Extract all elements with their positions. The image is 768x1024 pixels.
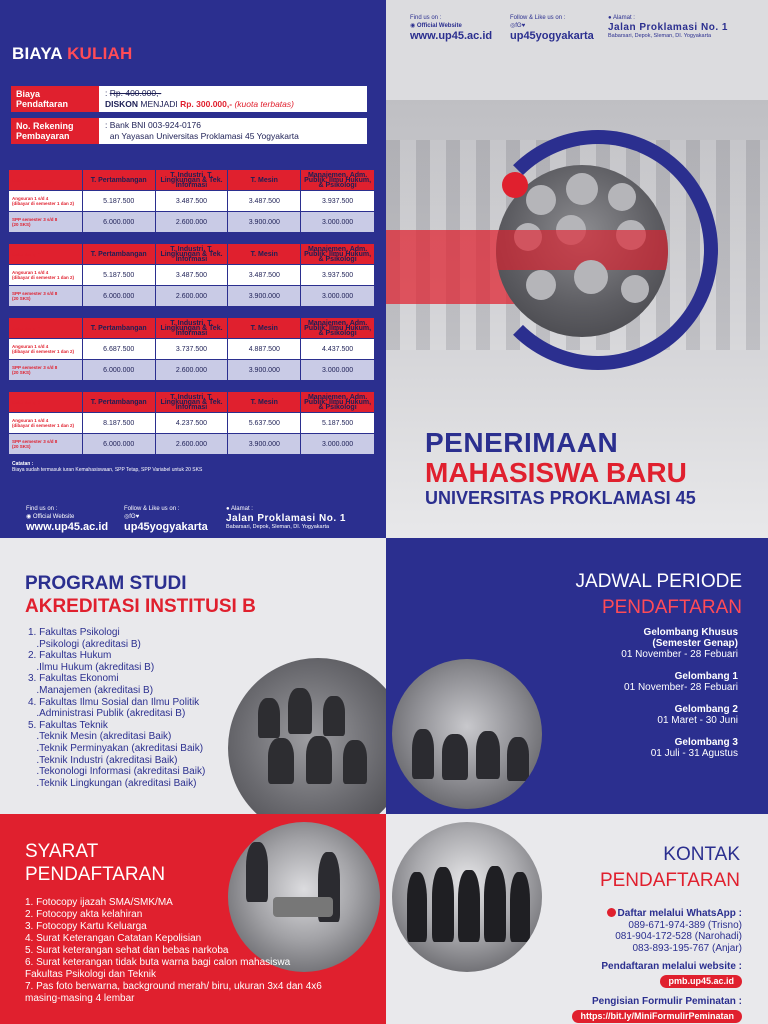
program-item: 5. Fakultas Teknik xyxy=(28,719,108,731)
fee-column-header: T. Industri, T. Lingkungan & Tek. Informasi xyxy=(156,318,229,338)
fee-value: 3.487.500 xyxy=(156,191,229,211)
form-link-pill[interactable]: https://bit.ly/MiniFormulirPeminatan xyxy=(572,1010,742,1024)
syarat-item: 5. Surat keterangan sehat dan bebas narkoba xyxy=(25,945,229,956)
classroom-photo xyxy=(228,658,386,814)
period-date: 01 Maret - 30 Juni xyxy=(657,715,738,726)
fee-value: 3.937.500 xyxy=(322,271,354,279)
website-block-left: Find us on : ◉ Official Website www.up45.ac.id xyxy=(26,506,109,533)
program-item: .Tekonologi Informasi (akreditasi Baik) xyxy=(28,766,206,778)
fee-row xyxy=(9,191,374,211)
syarat-item: 6. Surat keterangan tidak buta warna bagi calon mahasiswa Fakultas Psikologi dan Teknik xyxy=(25,957,291,980)
fee-group-name: Gelombang 2 xyxy=(9,318,83,338)
period-name: Gelombang Khusus xyxy=(643,627,738,638)
person-icon: ● xyxy=(608,15,612,21)
fee-row xyxy=(9,212,374,232)
biaya-kuliah-panel xyxy=(0,0,386,538)
fee-value: 3.487.500 xyxy=(228,191,301,211)
fee-value: 5.187.500 xyxy=(83,191,156,211)
website-link-top[interactable]: www.up45.ac.id xyxy=(410,30,493,42)
fee-row-label: SPP semester 3 s/d 8 (20 SKS) xyxy=(9,286,83,306)
social-icons[interactable]: ◎fʘ♥ xyxy=(124,514,140,520)
person-icon: ● xyxy=(226,506,230,512)
phone-number[interactable]: 081-904-172-528 (Narohadi) xyxy=(615,931,742,942)
fee-column-header: T. Pertambangan xyxy=(83,318,156,338)
syarat-title: SYARAT xyxy=(25,841,99,862)
social-icons-top[interactable]: ◎fʘ♥ xyxy=(510,23,526,29)
fee-row-label: SPP semester 3 s/d 8 (20 SKS) xyxy=(9,434,83,454)
syarat-list xyxy=(25,897,325,1005)
fee-column-header: T. Mesin xyxy=(228,318,301,338)
biaya-pendaftaran-row xyxy=(11,86,367,112)
phone-list xyxy=(572,920,742,955)
fee-group xyxy=(9,170,374,232)
fee-row xyxy=(9,413,374,433)
fee-header-row xyxy=(9,392,374,412)
program-item: 1. Fakultas Psikologi xyxy=(28,627,120,638)
fee-column-header: T. Mesin xyxy=(228,392,301,412)
fee-value: 5.187.500 xyxy=(83,265,156,285)
fee-value: 8.187.500 xyxy=(83,413,156,433)
fee-column-header: T. Pertambangan xyxy=(83,170,156,190)
fee-row xyxy=(9,286,374,306)
fee-row-label: SPP semester 3 s/d 8 (20 SKS) xyxy=(9,212,83,232)
fee-column-header: T. Mesin xyxy=(228,170,301,190)
period-name: Gelombang 2 xyxy=(674,704,738,715)
fee-column-header: Manajemen, Adm. Publik, Ilmu Hukum, & Psikologi xyxy=(304,171,372,189)
headline-line3: UNIVERSITAS PROKLAMASI 45 xyxy=(425,488,696,508)
syarat-subtitle: PENDAFTARAN xyxy=(25,864,166,885)
fee-value: 3.000.000 xyxy=(322,292,354,300)
program-item: .Manajemen (akreditasi B) xyxy=(28,684,154,696)
fee-group xyxy=(9,392,374,454)
fee-value: 6.687.500 xyxy=(83,339,156,359)
syarat-item: 7. Pas foto berwarna, background merah/ biru, ukuran 3x4 dan 4x6 masing-masing 4 lembar xyxy=(25,981,322,1004)
program-studi-panel xyxy=(0,538,386,814)
alamat-block-left: ● Alamat : Jalan Proklamasi No. 1 Babarsari, Depok, Sleman, DI. Yogyakarta xyxy=(226,506,346,530)
fee-value: 2.600.000 xyxy=(156,286,229,306)
fee-column-header: T. Industri, T. Lingkungan & Tek. Informasi xyxy=(156,244,229,264)
program-item: .Teknik Perminyakan (akreditasi Baik) xyxy=(28,742,204,754)
fee-row xyxy=(9,339,374,359)
fee-column-header: T. Pertambangan xyxy=(83,244,156,264)
period-date: 01 Juli - 31 Agustus xyxy=(650,748,738,759)
period-date: 01 November - 28 Febuari xyxy=(621,649,738,660)
fee-value: 3.000.000 xyxy=(322,440,354,448)
headline-line1: PENERIMAAN xyxy=(425,427,619,458)
period-name: Gelombang 3 xyxy=(674,737,738,748)
fee-value: 4.887.500 xyxy=(228,339,301,359)
fee-header-row xyxy=(9,244,374,264)
program-item: 3. Fakultas Ekonomi xyxy=(28,673,119,685)
fee-value: 2.600.000 xyxy=(156,212,229,232)
alamat-block-top: ● Alamat : Jalan Proklamasi No. 1 Babarsari, Depok, Sleman, DI. Yogyakarta xyxy=(608,15,728,39)
catatan: Catatan : Biaya sudah termasuk iuran Kemahasiswaan, SPP Tetap, SPP Variabel untuk 20 SKS xyxy=(12,461,203,473)
graduation-photo xyxy=(392,822,542,972)
fee-group-name: Gelombang Khusus xyxy=(9,170,83,190)
jadwal-subtitle: PENDAFTARAN xyxy=(601,597,742,618)
fee-value: 4.237.500 xyxy=(156,413,229,433)
jadwal-list xyxy=(621,627,738,770)
whatsapp-icon xyxy=(607,908,616,917)
fee-value: 2.600.000 xyxy=(156,434,229,454)
rekening-value: : Bank BNI 003-924-0176 an Yayasan Universitas Proklamasi 45 Yogyakarta xyxy=(105,120,299,141)
fee-header-row xyxy=(9,170,374,190)
fee-row-label: Angsuran 1 s/d 4 (dibayar di semester 1 dan 2) xyxy=(9,339,83,359)
campus-students-photo xyxy=(392,659,542,809)
fee-row-label: Angsuran 1 s/d 4 (dibayar di semester 1 dan 2) xyxy=(9,265,83,285)
jadwal-title: JADWAL PERIODE xyxy=(575,571,742,592)
fee-value: 6.000.000 xyxy=(83,212,156,232)
syarat-item: 1. Fotocopy ijazah SMA/SMK/MA xyxy=(25,897,173,908)
fee-row xyxy=(9,434,374,454)
period-sub: (Semester Genap) xyxy=(652,638,738,649)
fee-row xyxy=(9,265,374,285)
website-link[interactable]: www.up45.ac.id xyxy=(26,521,109,533)
period-name: Gelombang 1 xyxy=(674,671,738,682)
social-handle[interactable]: up45yogyakarta xyxy=(124,521,208,533)
website-pill[interactable]: pmb.up45.ac.id xyxy=(660,975,742,989)
hero-headline xyxy=(425,428,696,508)
fee-value: 3.900.000 xyxy=(228,360,301,380)
program-title: PROGRAM STUDI xyxy=(25,573,187,594)
fee-value: 5.187.500 xyxy=(322,419,354,427)
fee-value: 6.000.000 xyxy=(83,286,156,306)
social-block-left: Follow & Like us on : ◎fʘ♥ up45yogyakarta xyxy=(124,506,208,533)
fee-value: 3.487.500 xyxy=(228,265,301,285)
program-item: 4. Fakultas Ilmu Sosial dan Ilmu Politik xyxy=(28,696,200,708)
period-date: 01 November- 28 Febuari xyxy=(624,682,738,693)
program-item: .Ilmu Hukum (akreditasi B) xyxy=(28,661,155,673)
kontak-subtitle: PENDAFTARAN xyxy=(599,870,740,891)
biaya-pendaftaran-label: Biaya Pendaftaran xyxy=(11,86,99,112)
syarat-panel xyxy=(0,814,386,1024)
kontak-panel xyxy=(386,814,768,1024)
fee-value: 6.000.000 xyxy=(83,360,156,380)
phone-number[interactable]: 089-671-974-389 (Trisno) xyxy=(628,919,742,931)
fee-value: 3.937.500 xyxy=(322,197,354,205)
fee-column-header: Manajemen, Adm. Publik, Ilmu Hukum, & Psikologi xyxy=(304,393,372,411)
fee-value: 3.900.000 xyxy=(228,212,301,232)
phone-number[interactable]: 083-893-195-767 (Anjar) xyxy=(632,942,742,954)
fee-value: 6.000.000 xyxy=(83,434,156,454)
fee-value: 3.737.500 xyxy=(156,339,229,359)
fee-value: 3.900.000 xyxy=(228,434,301,454)
syarat-item: 2. Fotocopy akta kelahiran xyxy=(25,909,143,920)
fee-value: 3.900.000 xyxy=(228,286,301,306)
fee-column-header: T. Mesin xyxy=(228,244,301,264)
fee-column-header: Manajemen, Adm. Publik, Ilmu Hukum, & Psikologi xyxy=(304,245,372,263)
fee-value: 4.437.500 xyxy=(322,345,354,353)
syarat-item: 4. Surat Keterangan Catatan Kepolisian xyxy=(25,933,202,944)
fee-group-name: Gelombang 3 xyxy=(9,392,83,412)
fee-row-label: Angsuran 1 s/d 4 (dibayar di semester 1 dan 2) xyxy=(9,413,83,433)
social-block-top: Follow & Like us on : ◎fʘ♥ up45yogyakarta xyxy=(510,15,594,42)
fee-group xyxy=(9,244,374,306)
fee-header-row xyxy=(9,318,374,338)
fee-value: 5.637.500 xyxy=(228,413,301,433)
program-item: .Teknik Mesin (akreditasi Baik) xyxy=(28,731,172,743)
red-dot xyxy=(502,172,528,198)
biaya-title: BIAYA KULIAH xyxy=(12,44,133,63)
jadwal-panel xyxy=(386,538,768,814)
fee-group-name: Gelombang 1 xyxy=(9,244,83,264)
fee-value: 3.000.000 xyxy=(322,218,354,226)
fee-column-header: T. Industri, T. Lingkungan & Tek. Informasi xyxy=(156,392,229,412)
program-item: .Psikologi (akreditasi B) xyxy=(28,638,141,650)
fee-value: 2.600.000 xyxy=(156,360,229,380)
fee-value: 3.000.000 xyxy=(322,366,354,374)
fee-column-header: Manajemen, Adm. Publik, Ilmu Hukum, & Psikologi xyxy=(304,319,372,337)
syarat-item: 3. Fotocopy Kartu Keluarga xyxy=(25,921,147,932)
fee-group xyxy=(9,318,374,380)
kontak-details: Daftar melalui WhatsApp : 089-671-974-389 (Trisno) 081-904-172-528 (Narohadi) 083-893-195-767 (Anjar) Pendaftaran melalui website : pmb.up45.ac.id Pengisian Formulir Peminatan : https://bit.ly/MiniFormulirPeminatan xyxy=(572,908,742,1023)
program-item: .Teknik Industri (akreditasi Baik) xyxy=(28,754,178,766)
fee-row-label: SPP semester 3 s/d 8 (20 SKS) xyxy=(9,360,83,380)
kontak-title: KONTAK xyxy=(663,844,740,865)
social-handle-top[interactable]: up45yogyakarta xyxy=(510,30,594,42)
fee-column-header: T. Pertambangan xyxy=(83,392,156,412)
program-item: .Teknik Lingkungan (akreditasi Baik) xyxy=(28,777,197,789)
biaya-pendaftaran-value: : Rp. 400.000,- DISKON MENJADI Rp. 300.000,- (kuota terbatas) xyxy=(105,88,294,109)
program-list xyxy=(28,627,205,789)
fee-column-header: T. Industri, T. Lingkungan & Tek. Informasi xyxy=(156,170,229,190)
program-item: .Administrasi Publik (akreditasi B) xyxy=(28,708,186,720)
rekening-row xyxy=(11,118,367,144)
program-item: 2. Fakultas Hukum xyxy=(28,650,112,662)
headline-line2: MAHASISWA BARU xyxy=(425,457,687,488)
website-block-top: Find us on : ◉ Official Website www.up45.ac.id xyxy=(410,15,493,42)
akreditasi-title: AKREDITASI INSTITUSI B xyxy=(25,596,256,617)
fee-row-label: Angsuran 1 s/d 4 (dibayar di semester 1 dan 2) xyxy=(9,191,83,211)
fee-row xyxy=(9,360,374,380)
fee-value: 3.487.500 xyxy=(156,265,229,285)
rekening-label: No. Rekening Pembayaran xyxy=(11,118,99,144)
